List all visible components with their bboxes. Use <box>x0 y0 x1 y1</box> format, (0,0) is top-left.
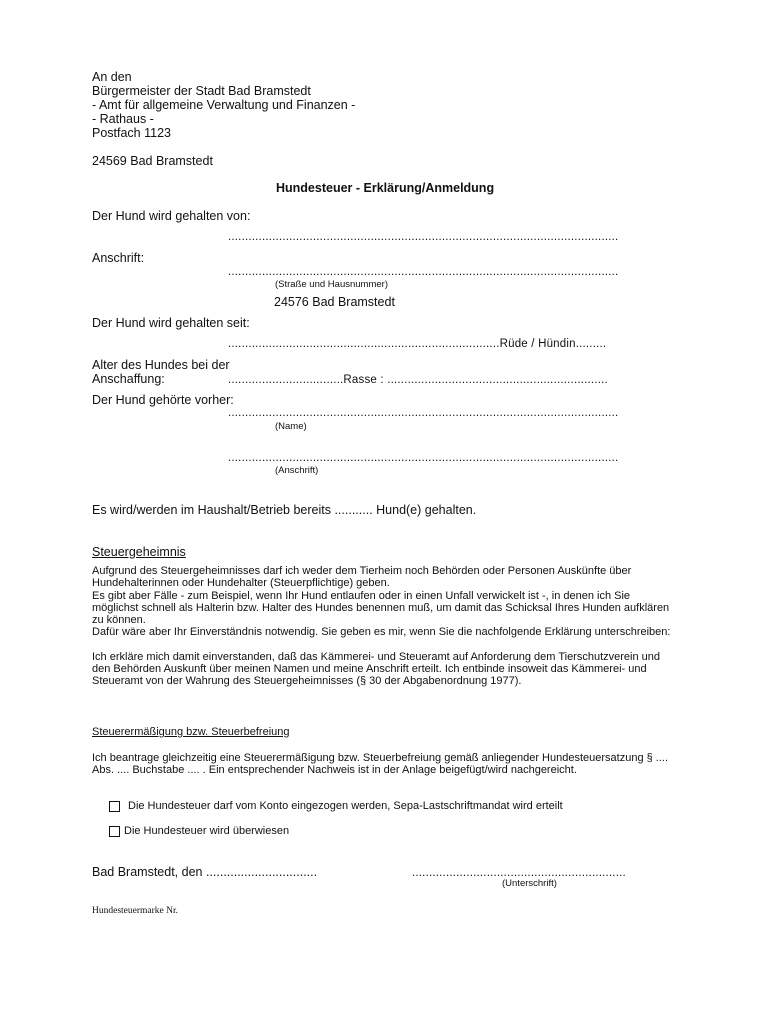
household-line: Es wird/werden im Haushalt/Betrieb bereits ........... Hund(e) gehalten. <box>92 503 477 517</box>
previous-label: Der Hund gehörte vorher: <box>92 393 234 407</box>
age-label-line-1: Alter des Hundes bei der <box>92 358 230 372</box>
secrecy-paragraph-2: Es gibt aber Fälle - zum Beispiel, wenn Ihr Hund entlaufen oder in einen Unfall verwickelt ist -, in denen ich Sie möglichst schnell als Halterin bzw. Halter des Hundes benennen muß, um damit das Schicksal Ihres Hunden aufklären zu können. <box>92 589 670 627</box>
address-line-2: Bürgermeister der Stadt Bad Bramstedt <box>92 84 311 98</box>
signature-hint: (Unterschrift) <box>502 878 557 889</box>
debit-checkbox[interactable] <box>109 801 120 812</box>
age-label-line-2: Anschaffung: <box>92 372 165 386</box>
secrecy-paragraph-3: Dafür wäre aber Ihr Einverständnis notwendig. Sie geben es mir, wenn Sie die nachfolgende Erklärung unterschreiben: <box>92 626 671 639</box>
anschrift-city: 24576 Bad Bramstedt <box>274 295 395 309</box>
previous-address-field[interactable]: ................................................................................................................... <box>228 452 619 464</box>
anschrift-field[interactable]: ................................................................................................................... <box>228 266 619 278</box>
form-title: Hundesteuer - Erklärung/Anmeldung <box>276 181 495 195</box>
transfer-checkbox[interactable] <box>109 826 120 837</box>
place-date-field[interactable]: Bad Bramstedt, den ................................ <box>92 865 318 879</box>
previous-name-field[interactable]: ................................................................................................................... <box>228 407 619 419</box>
age-breed-field[interactable]: ..................................Rasse : ................................................................. <box>228 374 608 386</box>
owner-field[interactable]: ................................................................................................................... <box>228 231 619 243</box>
previous-address-hint: (Anschrift) <box>275 465 319 476</box>
address-city: 24569 Bad Bramstedt <box>92 154 213 168</box>
since-label: Der Hund wird gehalten seit: <box>92 316 250 330</box>
secrecy-consent: Ich erkläre mich damit einverstanden, daß das Kämmerei- und Steueramt auf Anforderung dem Tierschutzverein und den Behörden Auskunft über meinen Namen und meine Anschrift erteilt. Ich entbinde insoweit das Kämmerei- und Steueramt von der Wahrung des Steuergeheimnisses (§ 30 der Abgabenordnung 1977). <box>92 650 661 688</box>
secrecy-paragraph-1: Aufgrund des Steuergeheimnisses darf ich weder dem Tierheim noch Behörden oder Personen Auskünfte über Hundehalterinnen oder Hundehalter (Steuerpflichtige) geben. <box>92 565 632 590</box>
anschrift-label: Anschrift: <box>92 251 145 265</box>
reduction-heading: Steuerermäßigung bzw. Steuerbefreiung <box>92 726 290 738</box>
anschrift-hint: (Straße und Hausnummer) <box>275 279 388 290</box>
address-line-1: An den <box>92 70 132 84</box>
secrecy-text <box>92 565 672 688</box>
address-line-3: - Amt für allgemeine Verwaltung und Finanzen - <box>92 98 356 112</box>
since-field[interactable]: ................................................................................Rüde / Hündin......... <box>228 338 607 350</box>
previous-name-hint: (Name) <box>275 421 307 432</box>
secrecy-heading: Steuergeheimnis <box>92 545 186 559</box>
signature-field[interactable]: ............................................................... <box>412 867 626 879</box>
debit-label: Die Hundesteuer darf vom Konto eingezogen werden, Sepa-Lastschriftmandat wird erteilt <box>128 800 563 812</box>
transfer-label: Die Hundesteuer wird überwiesen <box>124 825 290 837</box>
address-line-5: Postfach 1123 <box>92 126 171 140</box>
address-line-4: - Rathaus - <box>92 112 154 126</box>
reduction-text: Ich beantrage gleichzeitig eine Steuerermäßigung bzw. Steuerbefreiung gemäß anliegender Hundesteuersatzung § .... Abs. .... Buchstabe .... . Ein entsprechender Nachweis ist in der Anlage beigefügt/wird nachgereicht. <box>92 752 669 777</box>
owner-label: Der Hund wird gehalten von: <box>92 209 251 223</box>
tax-tag-number: Hundesteuermarke Nr. <box>92 906 178 916</box>
